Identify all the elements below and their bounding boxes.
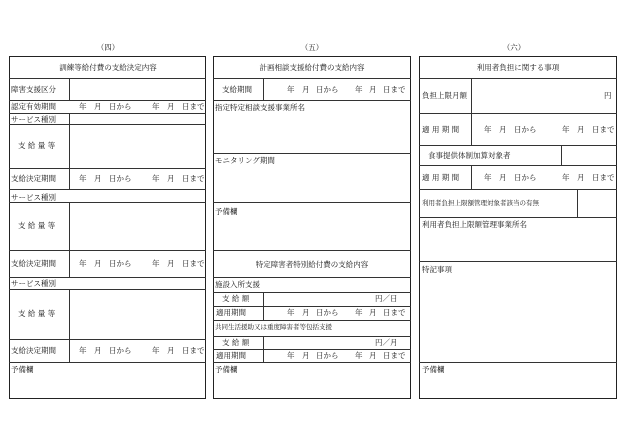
pp-himade: 日まで xyxy=(383,85,406,94)
dp2-tsuki2: 月 xyxy=(167,259,175,268)
ap3-tsuki2: 月 xyxy=(577,125,585,134)
ap2-hikara: 日から xyxy=(316,351,339,360)
ap3-nen: 年 xyxy=(484,125,492,134)
ap2-nen: 年 xyxy=(287,351,295,360)
dp3-tsuki: 月 xyxy=(94,346,102,355)
cert-period-label: 認定有効期間 xyxy=(11,102,56,111)
pay-period-label: 支給期間 xyxy=(222,85,252,94)
dp3-tsuki2: 月 xyxy=(167,346,175,355)
column-label-vi: （六） xyxy=(502,43,526,52)
service-type-label-1: サービス種別 xyxy=(11,115,56,124)
ap4-hikara: 日から xyxy=(514,173,537,182)
decision-period-label-2: 支給決定期間 xyxy=(11,259,56,268)
pay-amount-label-2: 支 給 額 xyxy=(222,338,250,347)
ap4-tsuki: 月 xyxy=(499,173,507,182)
ap3-himade: 日まで xyxy=(592,125,615,134)
cert-period-hikara: 日から xyxy=(109,102,132,111)
pp-tsuki: 月 xyxy=(302,85,310,94)
yen-label: 円 xyxy=(604,91,612,100)
decision-period-label-1: 支給決定期間 xyxy=(11,174,56,183)
pp-hikara: 日から xyxy=(316,85,339,94)
dp2-hikara: 日から xyxy=(109,259,132,268)
cert-period-nen: 年 xyxy=(79,102,87,111)
ap4-tsuki2: 月 xyxy=(577,173,585,182)
mgmt-office-label: 利用者負担上限額管理事業所名 xyxy=(422,220,527,229)
ap4-nen: 年 xyxy=(484,173,492,182)
ap1-tsuki: 月 xyxy=(302,308,310,317)
dp2-tsuki: 月 xyxy=(94,259,102,268)
ap2-himade: 日まで xyxy=(383,351,406,360)
meal-label: 食事提供体制加算対象者 xyxy=(428,151,511,160)
apply-period-label-1: 適用期間 xyxy=(216,308,246,317)
monitoring-label: モニタリング期間 xyxy=(215,156,275,165)
dp1-himade: 日まで xyxy=(182,174,205,183)
dp3-himade: 日まで xyxy=(182,346,205,355)
mgmt-applicable-label: 利用者負担上限額管理対象者該当の有無 xyxy=(422,199,539,207)
panel1-remarks-label: 予備欄 xyxy=(11,365,34,374)
pp-nen2: 年 xyxy=(355,85,363,94)
ap2-nen2: 年 xyxy=(355,351,363,360)
group-home-label: 共同生活援助又は重度障害者等包括支援 xyxy=(215,323,332,331)
column-label-iv: （四） xyxy=(96,43,120,52)
yen-month: 円／月 xyxy=(375,338,398,347)
pay-amount-label-1: 支 給 額 xyxy=(222,294,250,303)
dp3-nen2: 年 xyxy=(152,346,160,355)
ap2-tsuki2: 月 xyxy=(369,351,377,360)
dp2-nen: 年 xyxy=(79,259,87,268)
dp3-hikara: 日から xyxy=(109,346,132,355)
dp1-tsuki2: 月 xyxy=(167,174,175,183)
apply-period-label-3: 適 用 期 間 xyxy=(422,125,460,134)
dp1-nen: 年 xyxy=(79,174,87,183)
cert-period-tsuki: 月 xyxy=(94,102,102,111)
pp-nen: 年 xyxy=(287,85,295,94)
ap1-hikara: 日から xyxy=(316,308,339,317)
dp2-himade: 日まで xyxy=(182,259,205,268)
ap1-nen2: 年 xyxy=(355,308,363,317)
amount-label-3: 支 給 量 等 xyxy=(18,309,56,318)
ap1-tsuki2: 月 xyxy=(369,308,377,317)
panel2-sub-title: 特定障害者特別給付費の支給内容 xyxy=(255,260,369,269)
ap4-himade: 日まで xyxy=(592,173,615,182)
dp3-nen: 年 xyxy=(79,346,87,355)
ap1-nen: 年 xyxy=(287,308,295,317)
ap3-hikara: 日から xyxy=(514,125,537,134)
panel2-remarks-label: 予備欄 xyxy=(215,207,238,216)
service-type-label-3: サービス種別 xyxy=(11,279,56,288)
cert-period-nen2: 年 xyxy=(152,102,160,111)
ap4-nen2: 年 xyxy=(562,173,570,182)
amount-label-1: 支 給 量 等 xyxy=(18,141,56,150)
panel2-remarks2-label: 予備欄 xyxy=(215,365,238,374)
disability-class-label: 障害支援区分 xyxy=(11,85,56,94)
ap3-tsuki: 月 xyxy=(499,125,507,134)
cert-period-himade: 日まで xyxy=(182,102,205,111)
ap1-himade: 日まで xyxy=(383,308,406,317)
pp-tsuki2: 月 xyxy=(369,85,377,94)
panel2-title: 計画相談支援給付費の支給内容 xyxy=(259,63,365,72)
upper-limit-label: 負担上限月額 xyxy=(422,91,467,100)
column-label-v: （五） xyxy=(300,43,324,52)
dp1-hikara: 日から xyxy=(109,174,132,183)
apply-period-label-4: 適 用 期 間 xyxy=(422,173,460,182)
ap3-nen2: 年 xyxy=(562,125,570,134)
panel1-title: 訓練等給付費の支給決定内容 xyxy=(59,63,157,72)
amount-label-2: 支 給 量 等 xyxy=(18,221,56,230)
yen-day: 円／日 xyxy=(375,294,398,303)
notes-label: 特記事項 xyxy=(422,265,452,274)
apply-period-label-2: 適用期間 xyxy=(216,351,246,360)
ap2-tsuki: 月 xyxy=(302,351,310,360)
facility-support-label: 施設入所支援 xyxy=(215,280,260,289)
decision-period-label-3: 支給決定期間 xyxy=(11,346,56,355)
designated-office-label: 指定特定相談支援事業所名 xyxy=(215,103,305,112)
panel3-title: 利用者負担に関する事項 xyxy=(476,63,560,72)
cert-period-tsuki2: 月 xyxy=(167,102,175,111)
dp2-nen2: 年 xyxy=(152,259,160,268)
dp1-nen2: 年 xyxy=(152,174,160,183)
service-type-label-2: サービス種別 xyxy=(11,193,56,202)
panel3-remarks-label: 予備欄 xyxy=(422,365,445,374)
dp1-tsuki: 月 xyxy=(94,174,102,183)
